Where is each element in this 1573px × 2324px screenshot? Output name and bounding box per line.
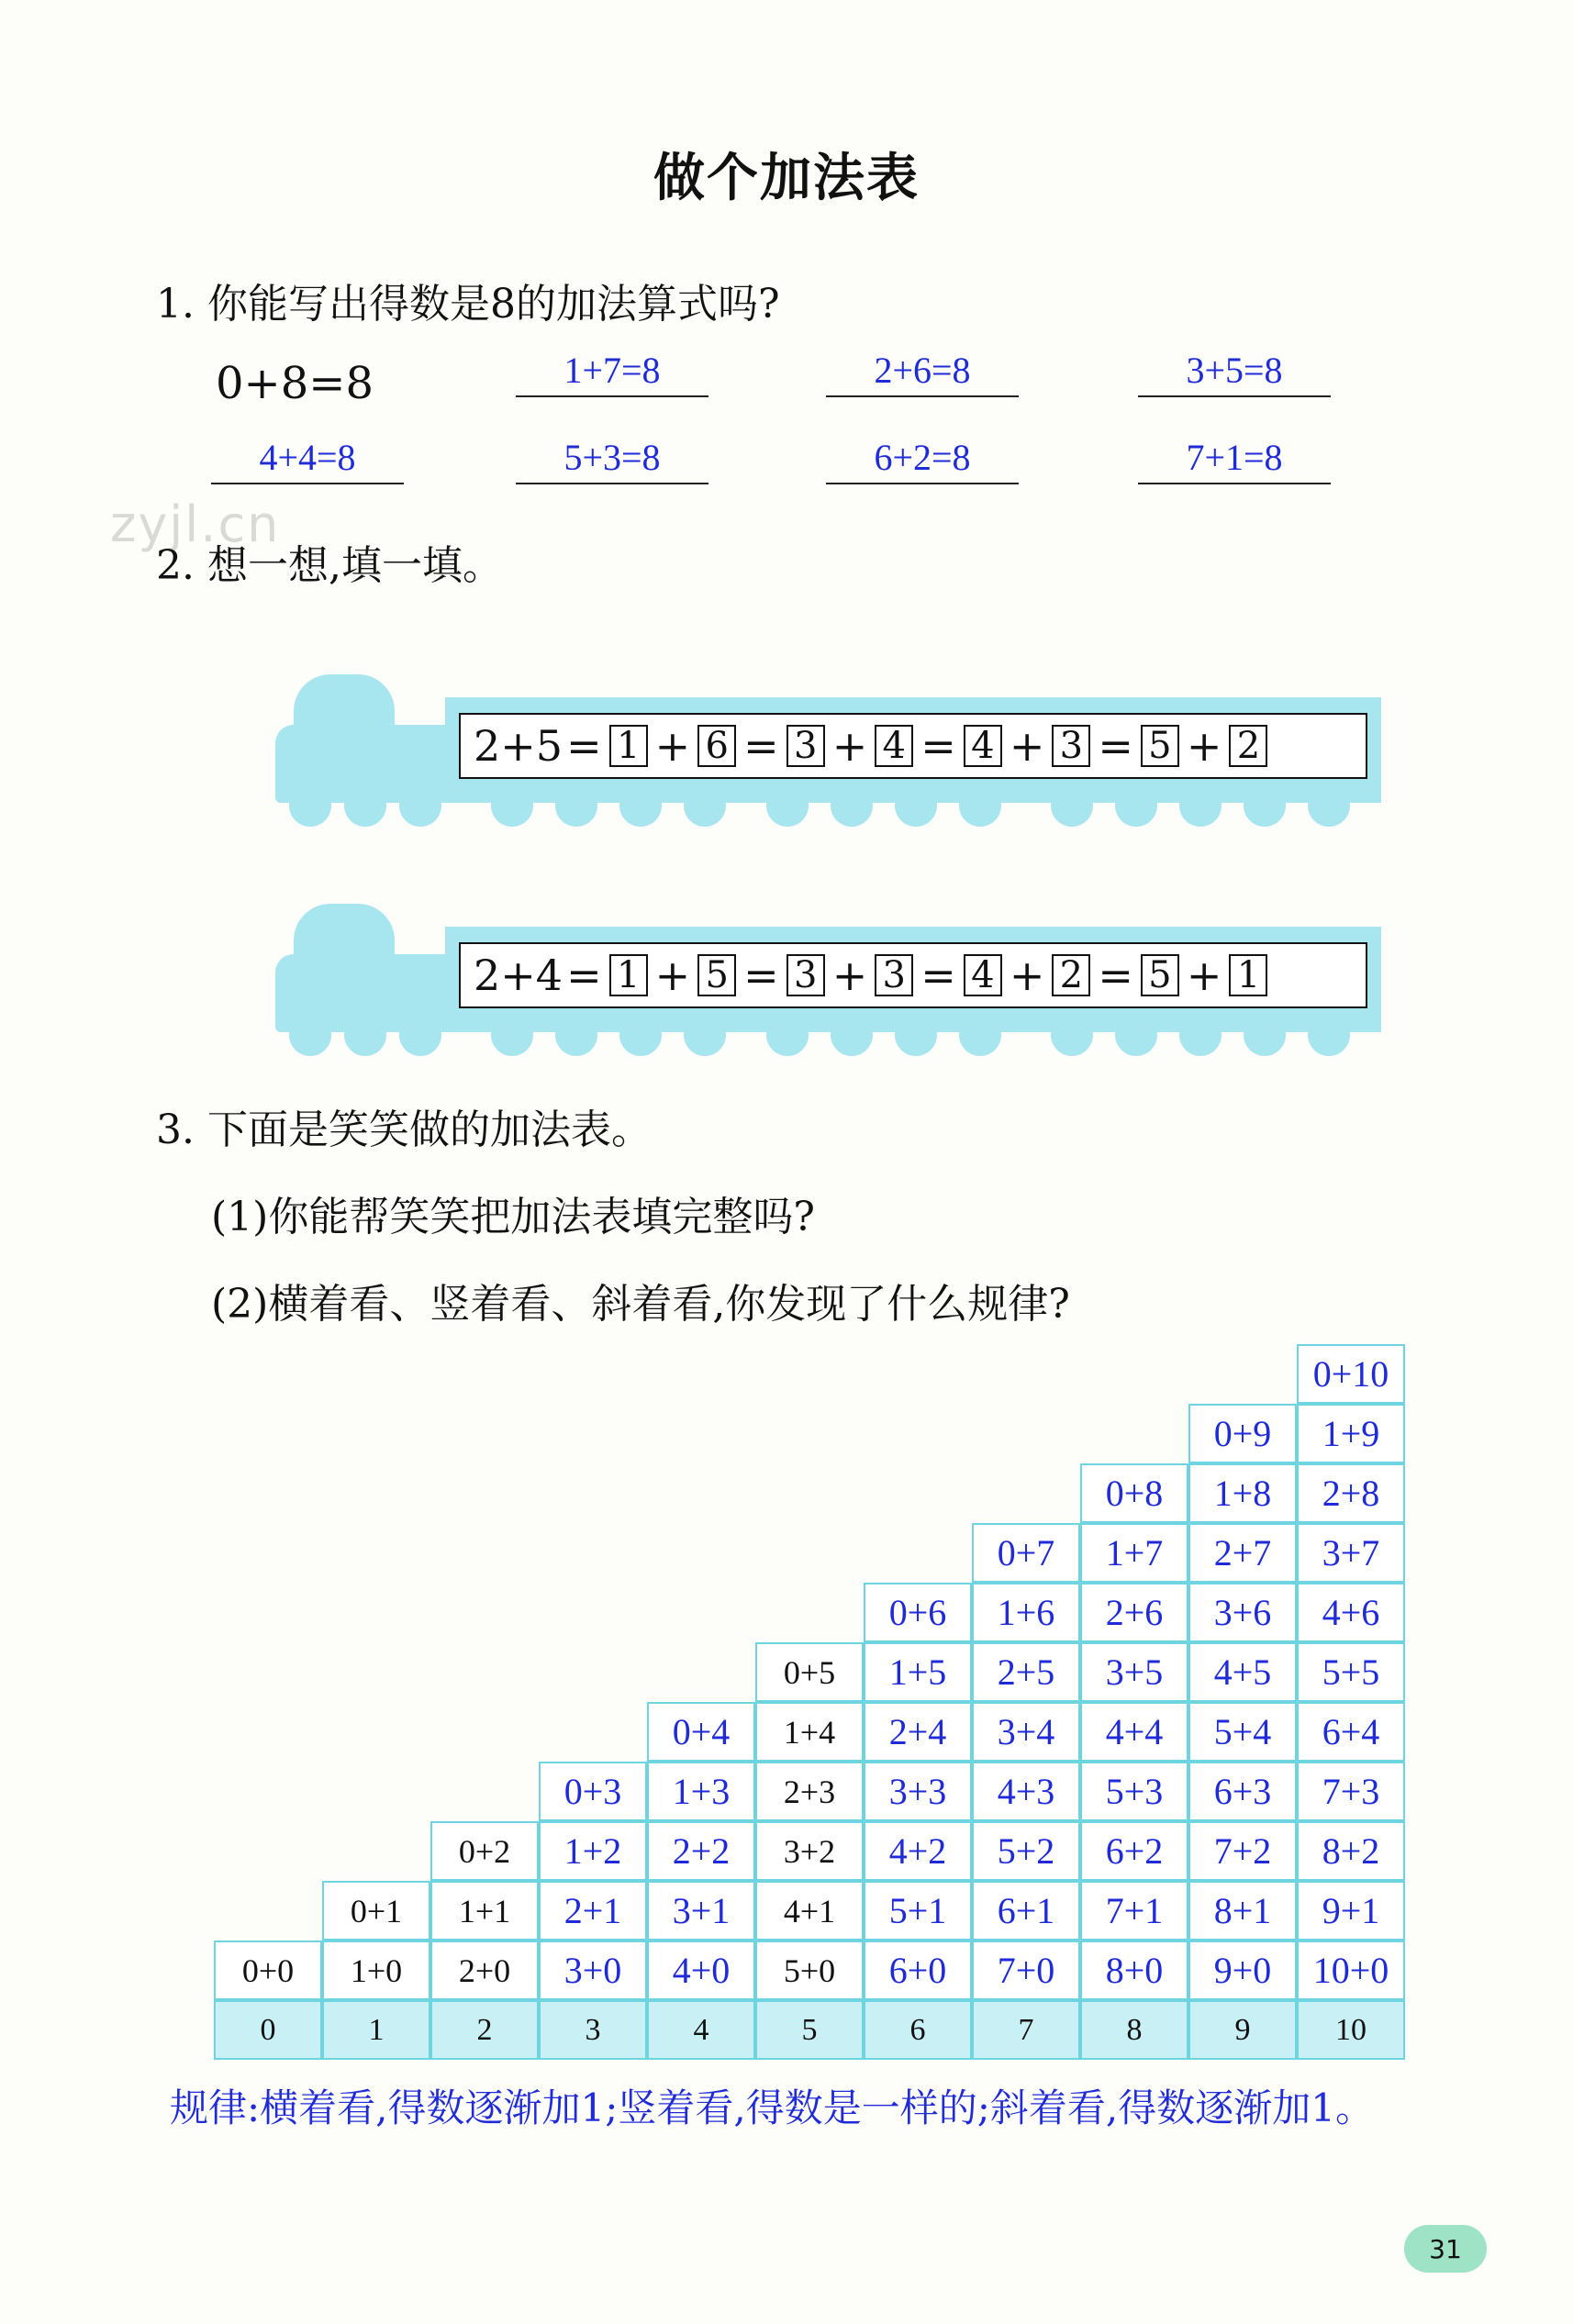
table-cell-answer[interactable]: 1+9 [1297, 1404, 1405, 1463]
train-2-box-2[interactable]: 5 [697, 954, 736, 996]
q2-prompt: 2. 想一想,填一填。 [156, 542, 503, 589]
table-cell-answer[interactable]: 9+1 [1297, 1881, 1405, 1940]
table-cell-answer[interactable]: 3+7 [1297, 1523, 1405, 1583]
train-1-equation-panel: 2+5 = 1 + 6 = 3 + 4 = 4 + 3 = 5 + 2 [459, 713, 1367, 779]
table-cell-answer[interactable]: 4+0 [647, 1940, 755, 2000]
table-cell-answer[interactable]: 1+3 [647, 1762, 755, 1821]
table-cell-answer[interactable]: 0+6 [864, 1583, 972, 1642]
q1-prompt: 1. 你能写出得数是8的加法算式吗? [156, 281, 780, 328]
table-cell-answer[interactable]: 1+2 [539, 1821, 647, 1881]
q3-sub-question-1: (1)你能帮笑笑把加法表填完整吗? [211, 1194, 815, 1240]
pattern-answer: 规律:横着看,得数逐渐加1;竖着看,得数是一样的;斜着看,得数逐渐加1。 [170, 2085, 1374, 2130]
table-sum-header-9: 9 [1188, 2000, 1297, 2060]
table-cell-given: 0+1 [322, 1881, 430, 1940]
table-cell-answer[interactable]: 2+6 [1080, 1583, 1188, 1642]
table-cell-answer[interactable]: 2+7 [1188, 1523, 1297, 1583]
table-cell-given: 0+5 [755, 1642, 864, 1702]
train-1-box-1[interactable]: 1 [609, 725, 648, 767]
table-cell-answer[interactable]: 5+5 [1297, 1642, 1405, 1702]
train-1-box-6[interactable]: 3 [1052, 725, 1090, 767]
table-cell-answer[interactable]: 4+5 [1188, 1642, 1297, 1702]
q1-answer-1[interactable]: 1+7=8 [516, 349, 708, 397]
q1-given-equation: 0+8=8 [216, 358, 374, 409]
q1-answer-5[interactable]: 5+3=8 [516, 436, 708, 484]
table-cell-answer[interactable]: 6+1 [972, 1881, 1080, 1940]
table-cell-answer[interactable]: 4+3 [972, 1762, 1080, 1821]
table-cell-answer[interactable]: 7+1 [1080, 1881, 1188, 1940]
train-1-box-7[interactable]: 5 [1141, 725, 1179, 767]
train-2-box-6[interactable]: 2 [1052, 954, 1090, 996]
table-cell-given: 0+2 [430, 1821, 539, 1881]
train-2-box-4[interactable]: 3 [875, 954, 913, 996]
train-1-box-8[interactable]: 2 [1229, 725, 1267, 767]
q1-answer-4[interactable]: 4+4=8 [211, 436, 404, 484]
table-cell-answer[interactable]: 2+2 [647, 1821, 755, 1881]
table-cell-answer[interactable]: 2+8 [1297, 1463, 1405, 1523]
train-1-box-3[interactable]: 3 [786, 725, 825, 767]
table-cell-answer[interactable]: 4+2 [864, 1821, 972, 1881]
table-cell-answer[interactable]: 0+7 [972, 1523, 1080, 1583]
addition-table [214, 1344, 1416, 2074]
train-illustration-1 [271, 656, 1381, 821]
table-cell-answer[interactable]: 5+3 [1080, 1762, 1188, 1821]
table-cell-answer[interactable]: 0+8 [1080, 1463, 1188, 1523]
table-cell-given: 1+4 [755, 1702, 864, 1762]
page-number: 31 [1404, 2225, 1487, 2273]
table-cell-answer[interactable]: 3+4 [972, 1702, 1080, 1762]
train-2-box-5[interactable]: 4 [964, 954, 1002, 996]
table-cell-answer[interactable]: 6+2 [1080, 1821, 1188, 1881]
table-cell-given: 2+3 [755, 1762, 864, 1821]
table-cell-given: 1+0 [322, 1940, 430, 2000]
table-cell-answer[interactable]: 0+3 [539, 1762, 647, 1821]
table-cell-answer[interactable]: 3+1 [647, 1881, 755, 1940]
table-cell-answer[interactable]: 1+6 [972, 1583, 1080, 1642]
table-cell-answer[interactable]: 0+4 [647, 1702, 755, 1762]
table-cell-answer[interactable]: 4+6 [1297, 1583, 1405, 1642]
table-sum-header-8: 8 [1080, 2000, 1188, 2060]
train-2-box-8[interactable]: 1 [1229, 954, 1267, 996]
train-1-box-5[interactable]: 4 [964, 725, 1002, 767]
table-cell-answer[interactable]: 8+0 [1080, 1940, 1188, 2000]
table-cell-answer[interactable]: 6+3 [1188, 1762, 1297, 1821]
table-sum-header-4: 4 [647, 2000, 755, 2060]
table-cell-answer[interactable]: 2+5 [972, 1642, 1080, 1702]
table-cell-answer[interactable]: 9+0 [1188, 1940, 1297, 2000]
table-cell-answer[interactable]: 2+4 [864, 1702, 972, 1762]
table-cell-answer[interactable]: 10+0 [1297, 1940, 1405, 2000]
table-cell-answer[interactable]: 3+3 [864, 1762, 972, 1821]
q3-sub-question-2: (2)横着看、竖着看、斜着看,你发现了什么规律? [211, 1281, 1070, 1328]
table-cell-answer[interactable]: 8+2 [1297, 1821, 1405, 1881]
table-cell-answer[interactable]: 7+2 [1188, 1821, 1297, 1881]
table-cell-answer[interactable]: 3+5 [1080, 1642, 1188, 1702]
table-cell-given: 2+0 [430, 1940, 539, 2000]
table-cell-answer[interactable]: 6+4 [1297, 1702, 1405, 1762]
table-cell-answer[interactable]: 0+9 [1188, 1404, 1297, 1463]
train-2-equation-panel: 2+4 = 1 + 5 = 3 + 3 = 4 + 2 = 5 + 1 [459, 942, 1367, 1008]
table-sum-header-10: 10 [1297, 2000, 1405, 2060]
table-cell-answer[interactable]: 5+2 [972, 1821, 1080, 1881]
q1-answer-2[interactable]: 2+6=8 [826, 349, 1019, 397]
table-cell-given: 4+1 [755, 1881, 864, 1940]
train-1-start: 2+5 [474, 721, 563, 771]
watermark: zyjl.cn [110, 495, 281, 553]
train-2-box-3[interactable]: 3 [786, 954, 825, 996]
table-sum-header-6: 6 [864, 2000, 972, 2060]
q3-prompt: 3. 下面是笑笑做的加法表。 [156, 1106, 652, 1153]
train-1-box-4[interactable]: 4 [875, 725, 913, 767]
q1-answer-3[interactable]: 3+5=8 [1138, 349, 1331, 397]
table-cell-answer[interactable]: 1+8 [1188, 1463, 1297, 1523]
table-cell-answer[interactable]: 5+1 [864, 1881, 972, 1940]
page-title: 做个加法表 [653, 149, 920, 208]
table-cell-answer[interactable]: 0+10 [1297, 1344, 1405, 1404]
table-cell-given: 0+0 [214, 1940, 322, 2000]
table-cell-answer[interactable]: 5+4 [1188, 1702, 1297, 1762]
table-cell-answer[interactable]: 6+0 [864, 1940, 972, 2000]
table-sum-header-7: 7 [972, 2000, 1080, 2060]
table-cell-answer[interactable]: 1+5 [864, 1642, 972, 1702]
table-cell-given: 5+0 [755, 1940, 864, 2000]
train-2-box-7[interactable]: 5 [1141, 954, 1179, 996]
table-sum-header-1: 1 [322, 2000, 430, 2060]
table-cell-given: 1+1 [430, 1881, 539, 1940]
q1-answer-6[interactable]: 6+2=8 [826, 436, 1019, 484]
table-cell-answer[interactable]: 3+0 [539, 1940, 647, 2000]
train-2-start: 2+4 [474, 951, 563, 1000]
table-cell-answer[interactable]: 4+4 [1080, 1702, 1188, 1762]
table-cell-answer[interactable]: 8+1 [1188, 1881, 1297, 1940]
table-sum-header-3: 3 [539, 2000, 647, 2060]
train-illustration-2 [271, 885, 1381, 1051]
table-sum-header-5: 5 [755, 2000, 864, 2060]
table-cell-answer[interactable]: 3+6 [1188, 1583, 1297, 1642]
table-sum-header-0: 0 [214, 2000, 322, 2060]
table-sum-header-2: 2 [430, 2000, 539, 2060]
table-cell-answer[interactable]: 2+1 [539, 1881, 647, 1940]
train-2-box-1[interactable]: 1 [609, 954, 648, 996]
train-1-box-2[interactable]: 6 [697, 725, 736, 767]
table-cell-given: 3+2 [755, 1821, 864, 1881]
table-cell-answer[interactable]: 7+3 [1297, 1762, 1405, 1821]
table-cell-answer[interactable]: 1+7 [1080, 1523, 1188, 1583]
q1-answer-7[interactable]: 7+1=8 [1138, 436, 1331, 484]
table-cell-answer[interactable]: 7+0 [972, 1940, 1080, 2000]
